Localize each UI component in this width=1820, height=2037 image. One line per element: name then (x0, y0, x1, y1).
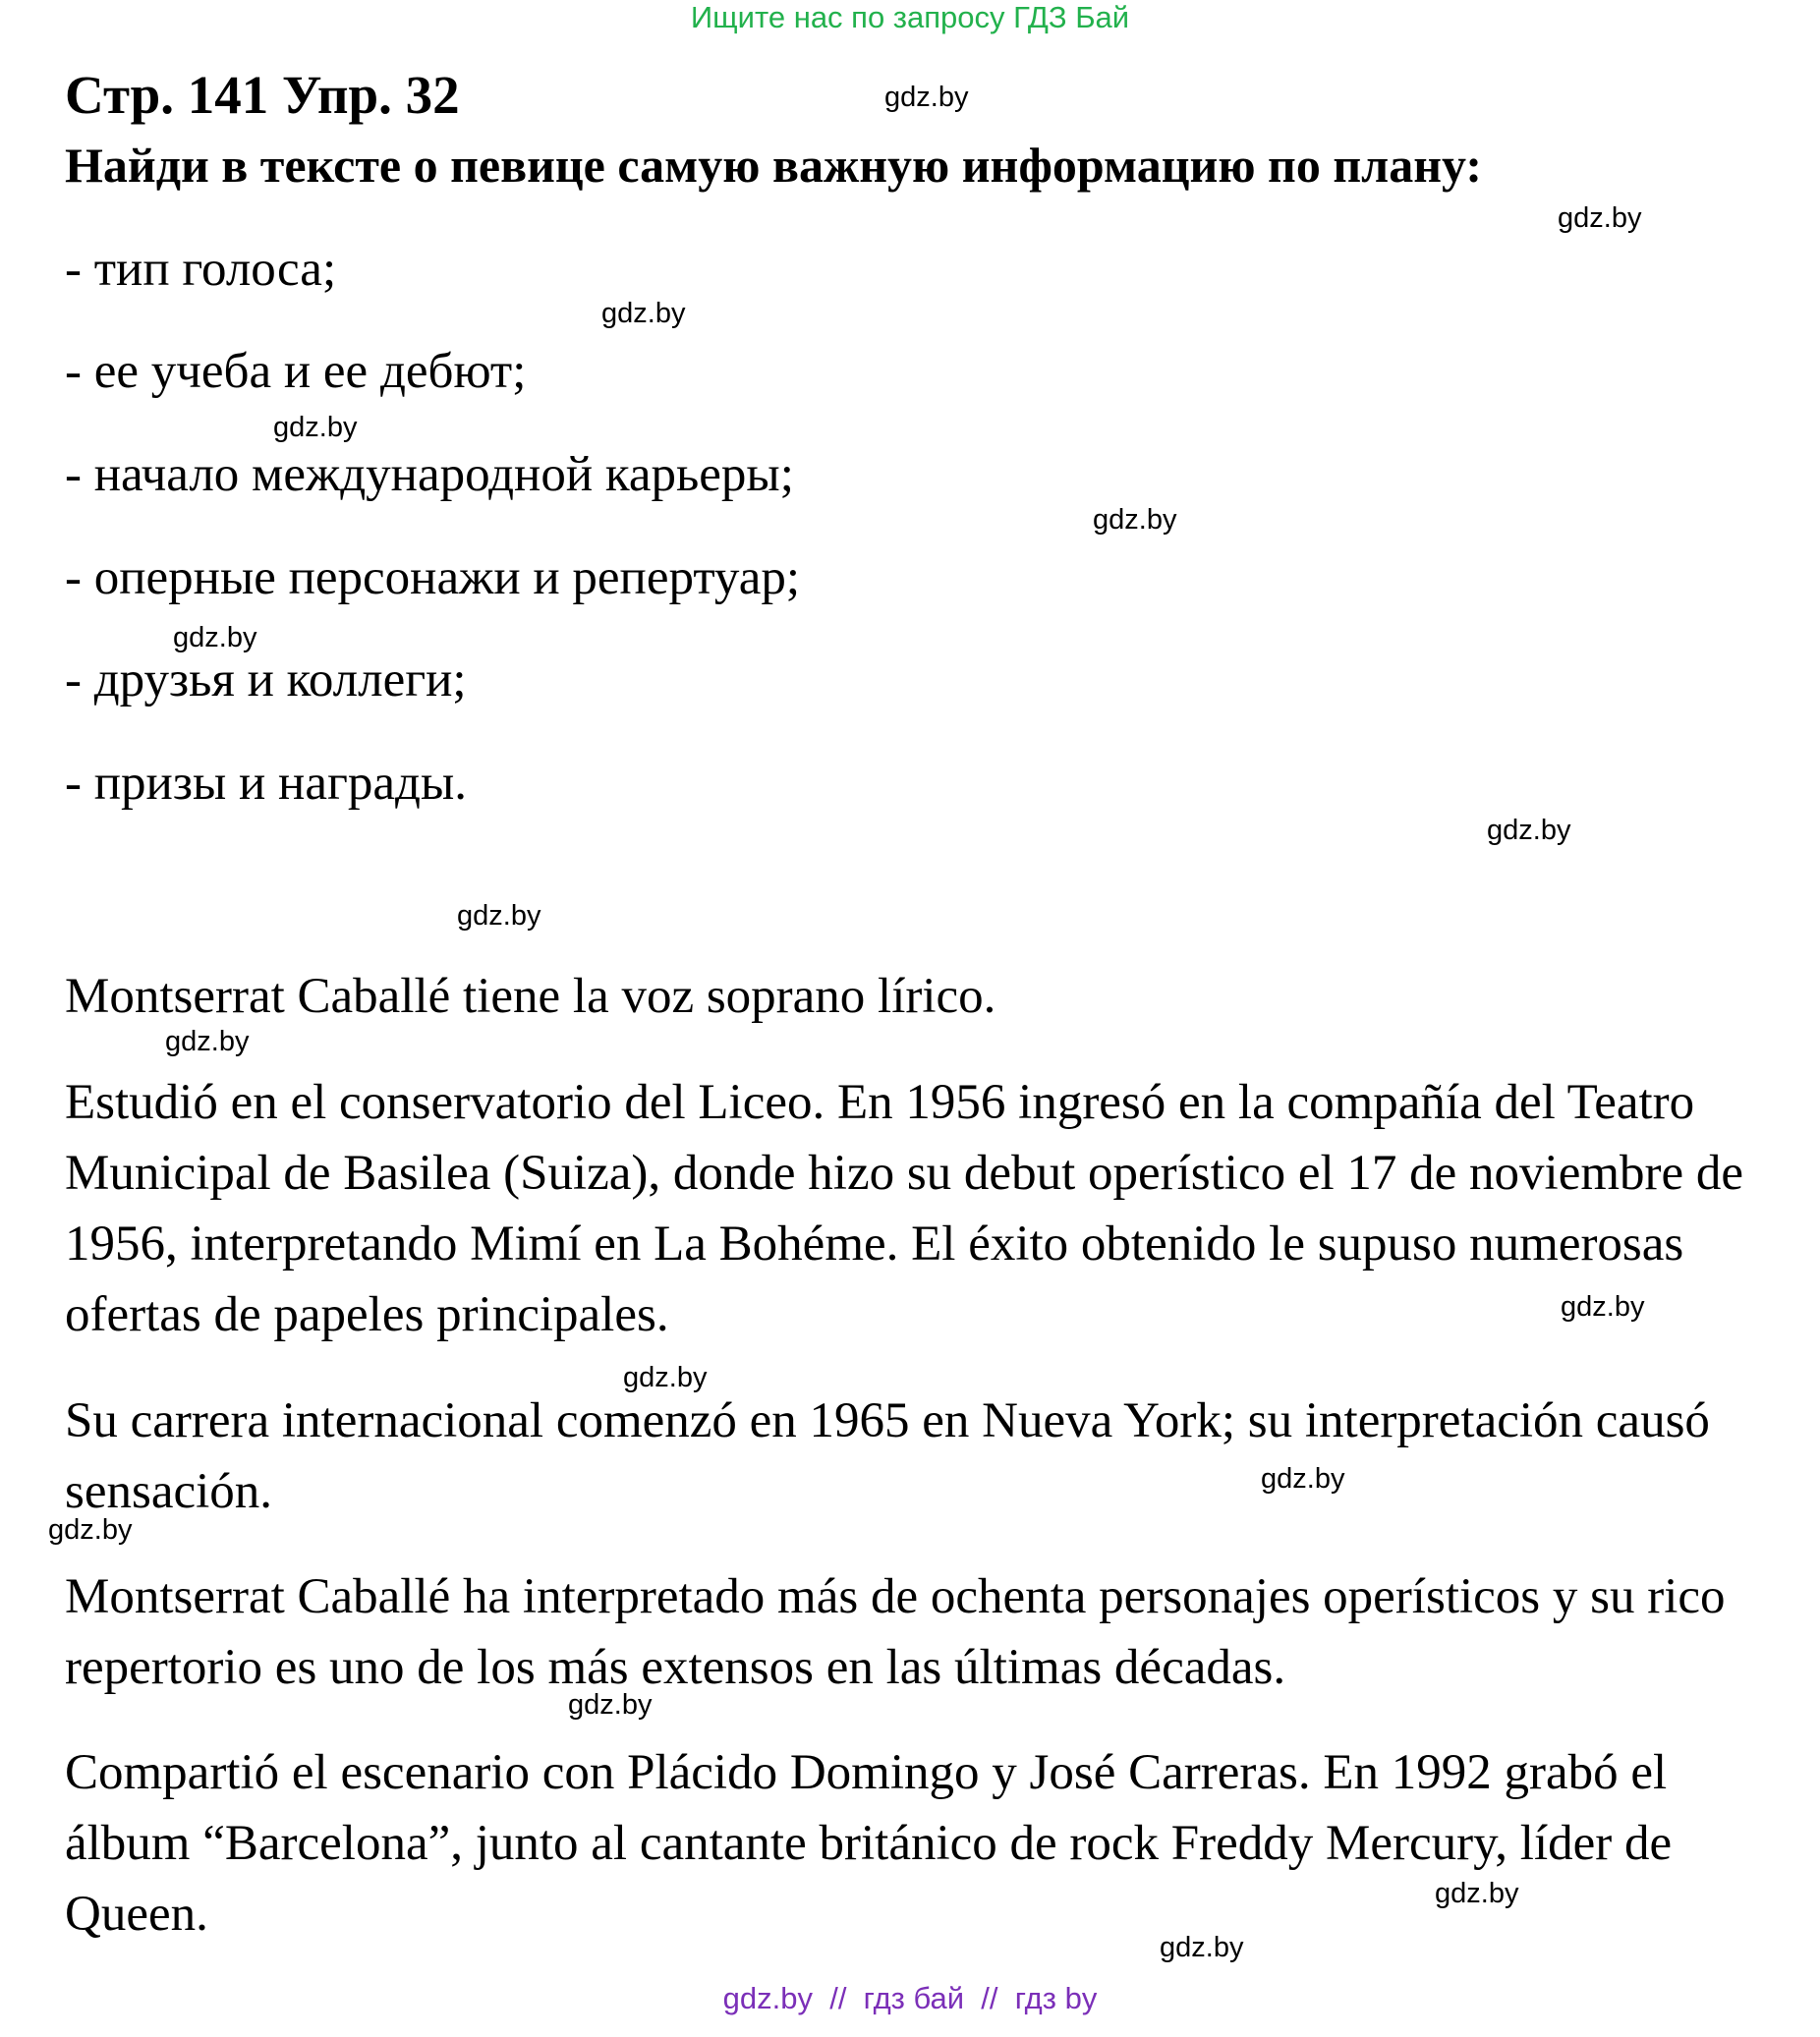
watermark: gdz.by (1487, 815, 1571, 846)
watermark: gdz.by (623, 1362, 708, 1393)
plan-item-friends-colleagues: - друзья и коллеги; (65, 652, 467, 707)
watermark: gdz.by (48, 1514, 133, 1546)
watermark: gdz.by (1093, 504, 1177, 536)
plan-item-opera-roles: - оперные персонажи и репертуар; (65, 550, 801, 605)
watermark: gdz.by (1261, 1463, 1345, 1495)
answer-paragraph-voice: Montserrat Caballé tiene la voz soprano lírico. (65, 969, 996, 1024)
answer-paragraph-colleagues: Compartió el escenario con Plácido Domingo y José Carreras. En 1992 grabó el álbum “Barcelona”, junto al cantante británico de rock Freddy Mercury, líder de Queen. (65, 1745, 1673, 1942)
plan-item-international-career: - начало международной карьеры; (65, 447, 794, 502)
answer-paragraph-study: Estudió en el conservatorio del Liceo. En 1956 ingresó en la compañía del Teatro Municipal de Basilea (Suiza), donde hizo su debut operístico el 17 de noviembre de 1956, interpretando Mimí en La Bohéme. El éxito obtenido le supuso numerosas ofertas de papeles principales. (65, 1075, 1744, 1342)
plan-item-voice-type: - тип голоса; (65, 242, 337, 297)
answer-paragraph-repertoire: Montserrat Caballé ha interpretado más de ochenta personajes operísticos y su rico repertorio es uno de los más extensos en las últimas décadas. (65, 1569, 1726, 1695)
watermark: gdz.by (884, 82, 969, 113)
watermark: gdz.by (568, 1689, 653, 1721)
watermark: gdz.by (1561, 1291, 1645, 1323)
watermark: gdz.by (273, 412, 358, 443)
page-title: Стр. 141 Упр. 32 (65, 65, 460, 125)
plan-item-awards: - призы и награды. (65, 756, 467, 811)
task-subtitle: Найди в тексте о певице самую важную информацию по плану: (65, 138, 1482, 193)
watermark: gdz.by (1558, 202, 1642, 234)
watermark: gdz.by (457, 900, 541, 932)
answer-paragraph-career: Su carrera internacional comenzó en 1965 en Nueva York; su interpretación causó sensación. (65, 1393, 1710, 1519)
watermark: gdz.by (601, 298, 686, 329)
watermark: gdz.by (165, 1026, 250, 1057)
watermark: gdz.by (173, 622, 257, 653)
plan-item-study-debut: - ее учеба и ее дебют; (65, 344, 527, 399)
watermark: gdz.by (1435, 1878, 1519, 1909)
watermark: gdz.by (1160, 1932, 1244, 1963)
top-banner: Ищите нас по запросу ГДЗ Бай (690, 0, 1130, 34)
footer-links: gdz.by // гдз бай // гдз by (722, 1981, 1098, 2015)
